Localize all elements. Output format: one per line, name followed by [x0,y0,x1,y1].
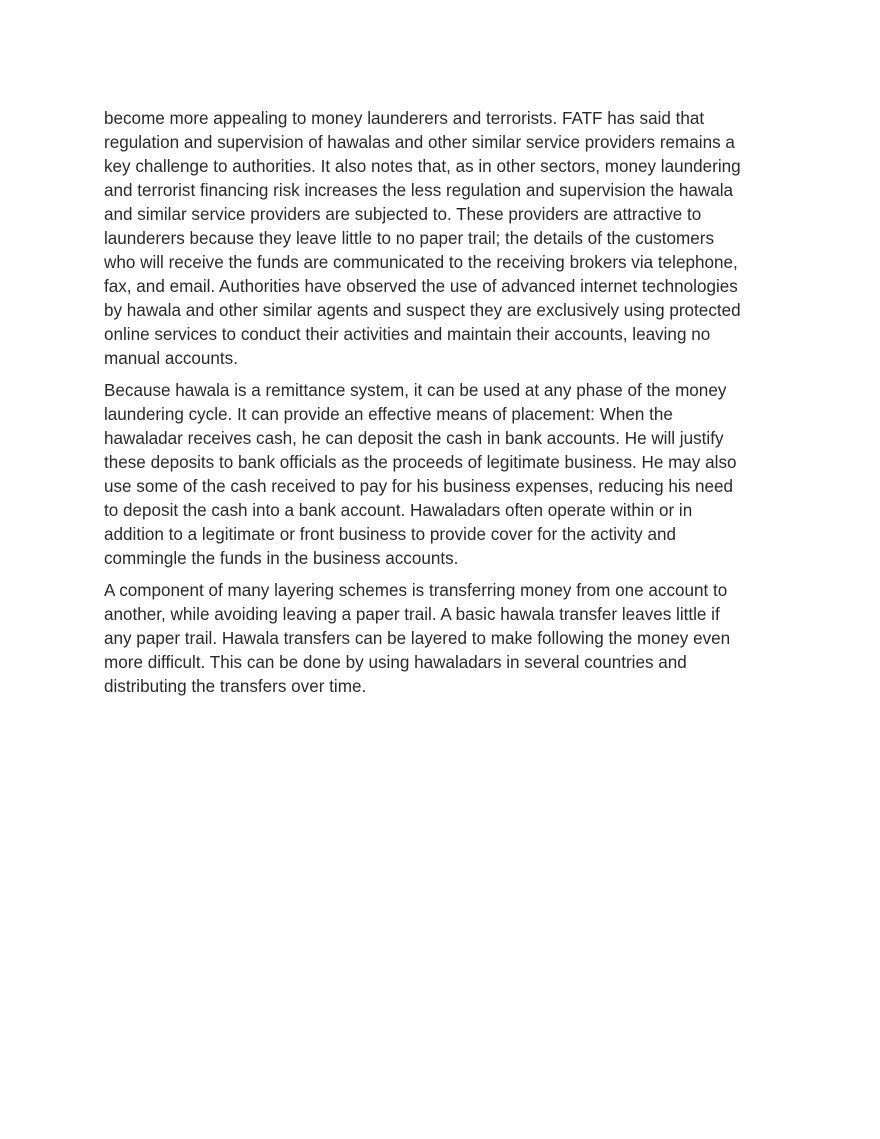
paragraph-1: become more appealing to money launderers and terrorists. FATF has said that regulation and supervision of hawalas and other similar service providers remains a key challenge to authorities. It also notes that, as in other sectors, money laundering and terrorist financing risk increases the less regulation and supervision the hawala and similar service providers are subjected to. These providers are attractive to launderers because they leave little to no paper trail; the details of the customers who will receive the funds are communicated to the receiving brokers via telephone, fax, and email. Authorities have observed the use of advanced internet technologies by hawala and other similar agents and suspect they are exclusively using protected online services to conduct their activities and maintain their accounts, leaving no manual accounts. [104,109,741,368]
body-text [104,107,746,707]
paragraph-2: Because hawala is a remittance system, it can be used at any phase of the money laundering cycle. It can provide an effective means of placement: When the hawaladar receives cash, he can deposit the cash in bank accounts. He will justify these deposits to bank officials as the proceeds of legitimate business. He may also use some of the cash received to pay for his business expenses, reducing his need to deposit the cash into a bank account. Hawaladars often operate within or in addition to a legitimate or front business to provide cover for the activity and commingle the funds in the business accounts. [104,381,737,568]
paragraph-3: A component of many layering schemes is transferring money from one account to another, while avoiding leaving a paper trail. A basic hawala transfer leaves little if any paper trail. Hawala transfers can be layered to make following the money even more difficult. This can be done by using hawaladars in several countries and distributing the transfers over time. [104,581,731,696]
